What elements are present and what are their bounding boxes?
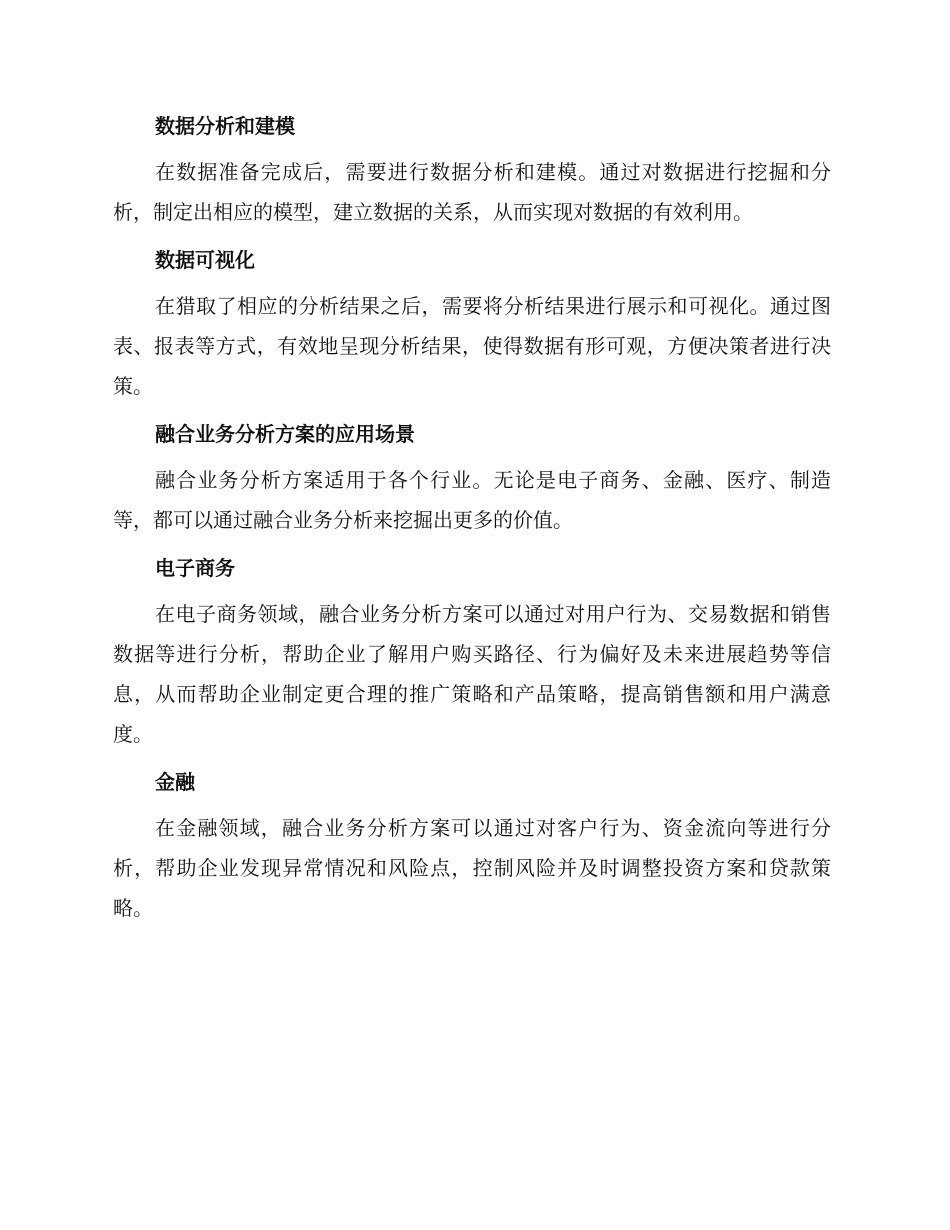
section-paragraph: 在猎取了相应的分析结果之后，需要将分析结果进行展示和可视化。通过图表、报表等方式，有效地呈现分析结果，使得数据有形可观，方便决策者进行决策。 bbox=[113, 294, 831, 398]
section-heading: 金融 bbox=[155, 770, 195, 794]
section-paragraph: 在电子商务领域，融合业务分析方案可以通过对用户行为、交易数据和销售数据等进行分析，帮助企业了解用户购买路径、行为偏好及未来进展趋势等信息，从而帮助企业制定更合理的推广策略和产品策略，提高销售额和用户满意度。 bbox=[113, 602, 831, 746]
section-data-visualization bbox=[113, 242, 831, 406]
section-paragraph: 融合业务分析方案适用于各个行业。无论是电子商务、金融、医疗、制造等，都可以通过融合业务分析来挖掘出更多的价值。 bbox=[113, 468, 831, 532]
section-finance bbox=[113, 764, 831, 928]
section-heading: 数据分析和建模 bbox=[155, 114, 295, 138]
section-paragraph: 在数据准备完成后，需要进行数据分析和建模。通过对数据进行挖掘和分析，制定出相应的模型，建立数据的关系，从而实现对数据的有效利用。 bbox=[113, 160, 831, 224]
section-heading: 数据可视化 bbox=[155, 248, 255, 272]
section-paragraph: 在金融领域，融合业务分析方案可以通过对客户行为、资金流向等进行分析，帮助企业发现异常情况和风险点，控制风险并及时调整投资方案和贷款策略。 bbox=[113, 816, 831, 920]
section-ecommerce bbox=[113, 550, 831, 754]
section-application-scenarios bbox=[113, 416, 831, 540]
section-data-analysis-modeling bbox=[113, 108, 831, 232]
section-heading: 电子商务 bbox=[155, 556, 235, 580]
section-heading: 融合业务分析方案的应用场景 bbox=[155, 422, 415, 446]
document-page bbox=[113, 108, 831, 938]
